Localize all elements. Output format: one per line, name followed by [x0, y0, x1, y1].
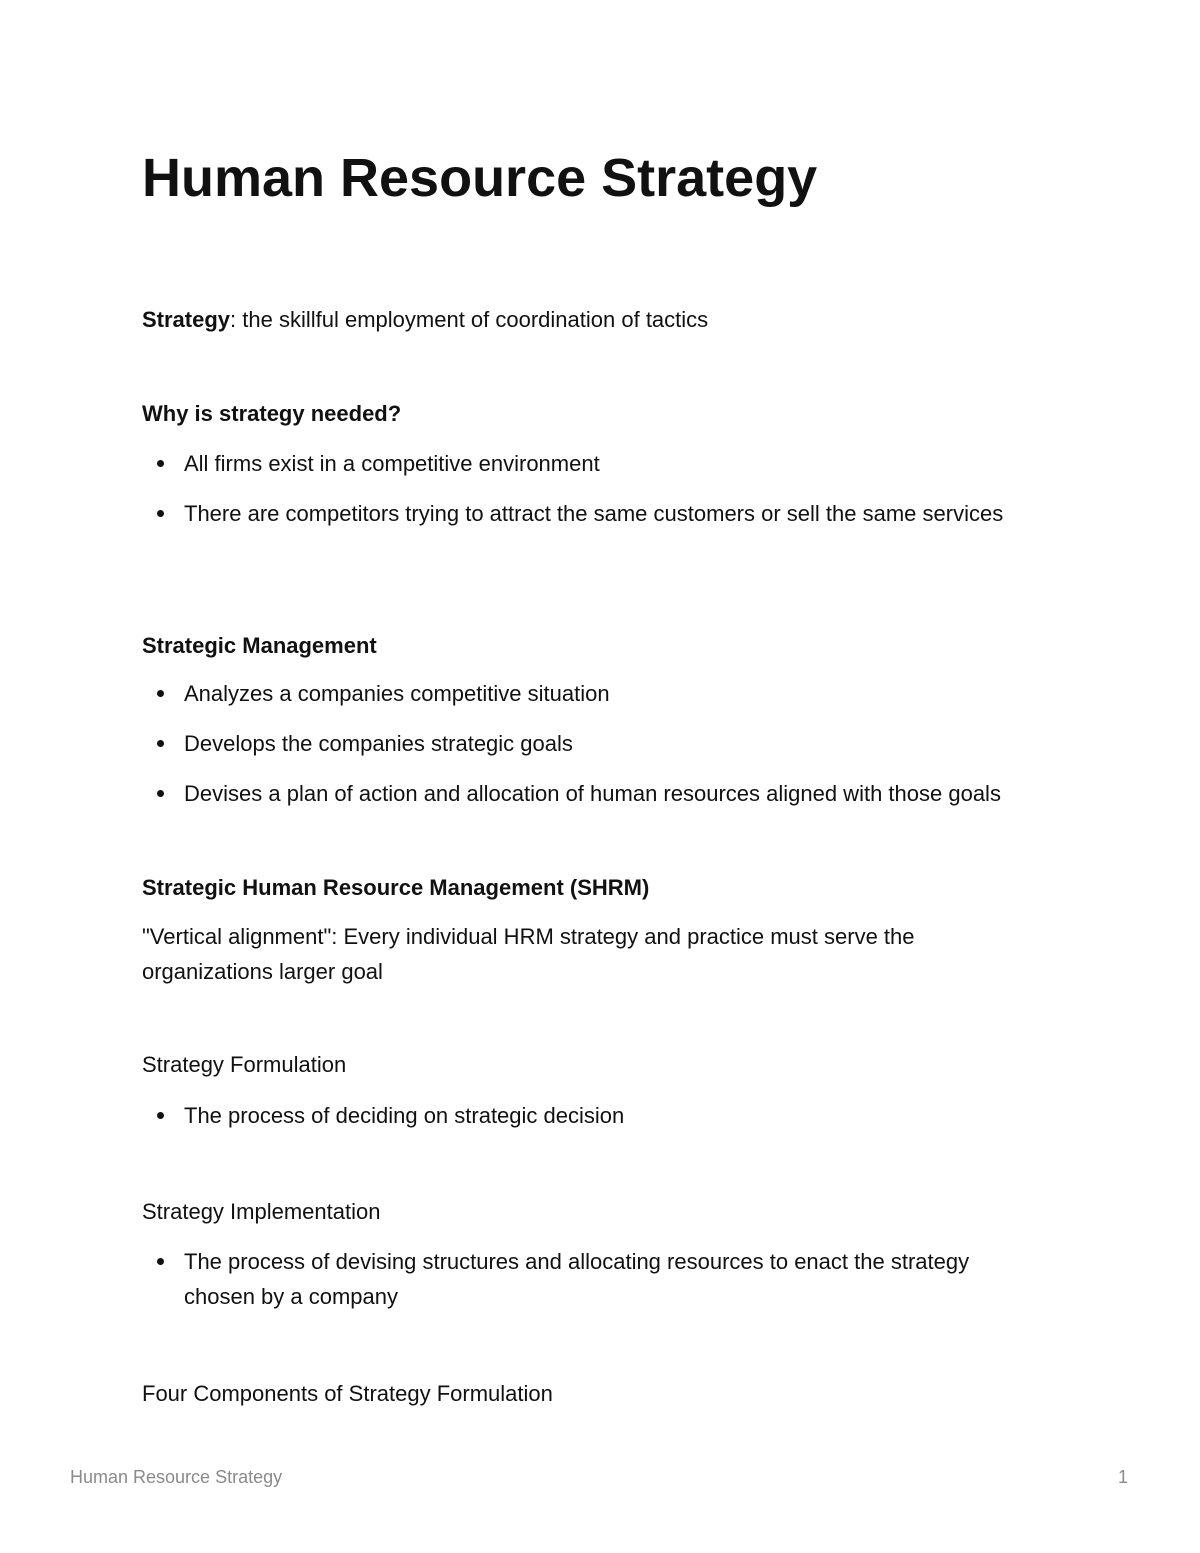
list-item: Analyzes a companies competitive situation	[142, 676, 1042, 711]
bullet-icon	[157, 1258, 164, 1265]
document-title: Human Resource Strategy	[142, 148, 818, 208]
strategy-definition-text: : the skillful employment of coordination of tactics	[230, 307, 709, 332]
shrm-text: "Vertical alignment": Every individual HRM strategy and practice must serve the organizations larger goal	[142, 924, 915, 984]
formulation-list	[142, 1098, 1042, 1148]
why-needed-heading: Why is strategy needed?	[142, 401, 402, 426]
bullet-icon	[157, 510, 164, 517]
shrm-heading: Strategic Human Resource Management (SHRM)	[142, 875, 650, 900]
list-item: The process of devising structures and allocating resources to enact the strategy chosen by a company	[142, 1244, 1042, 1314]
bullet-icon	[157, 740, 164, 747]
strategy-definition	[142, 302, 708, 337]
strategic-management-heading: Strategic Management	[142, 633, 377, 658]
list-item: Develops the companies strategic goals	[142, 726, 1042, 761]
footer-title: Human Resource Strategy	[70, 1467, 283, 1487]
four-components-heading: Four Components of Strategy Formulation	[142, 1381, 553, 1406]
bullet-icon	[157, 460, 164, 467]
strategic-management-list	[142, 676, 1042, 826]
strategy-term: Strategy	[142, 307, 231, 332]
why-needed-list	[142, 446, 1042, 546]
list-item: Devises a plan of action and allocation of human resources aligned with those goals	[142, 776, 1042, 811]
implementation-list	[142, 1244, 1042, 1329]
bullet-icon	[157, 1112, 164, 1119]
list-item: The process of deciding on strategic decision	[142, 1098, 1042, 1133]
bullet-icon	[157, 790, 164, 797]
footer-page-number: 1	[1117, 1467, 1128, 1487]
list-item: All firms exist in a competitive environment	[142, 446, 1042, 481]
list-item: There are competitors trying to attract the same customers or sell the same services	[142, 496, 1042, 531]
formulation-heading: Strategy Formulation	[142, 1052, 347, 1077]
implementation-heading: Strategy Implementation	[142, 1199, 381, 1224]
bullet-icon	[157, 690, 164, 697]
